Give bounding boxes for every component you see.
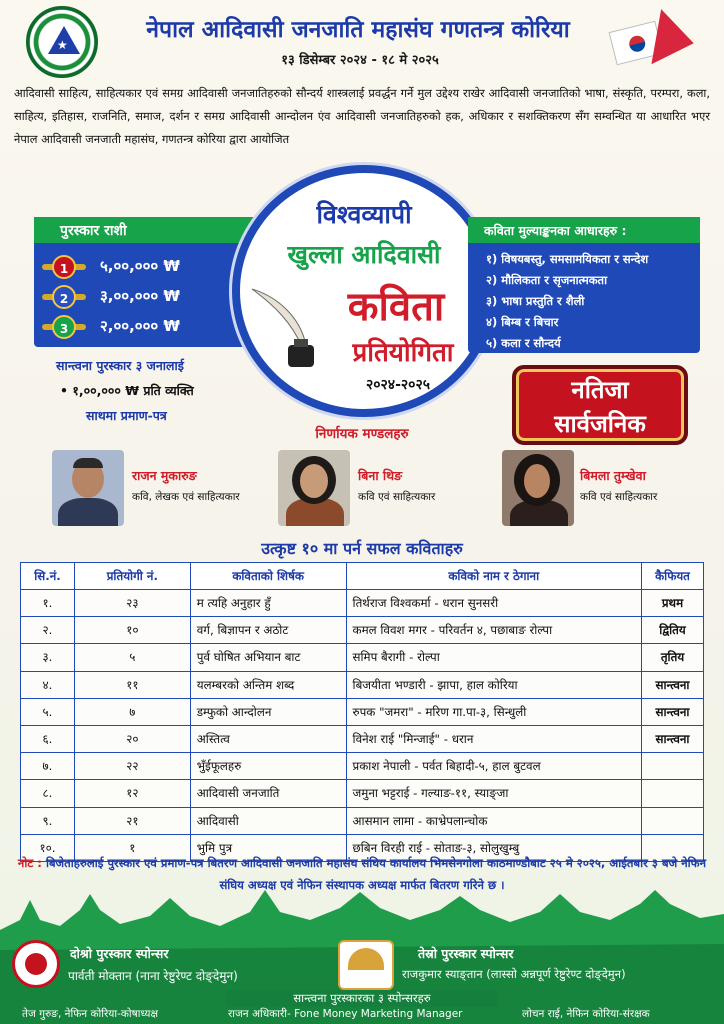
table-cell: तिर्थराज विश्वकर्मा - धरान सुनसरी	[346, 590, 641, 617]
table-cell: छबिन विरही राई - सोताङ-३, सोलुखुम्बु	[346, 834, 641, 861]
table-cell: प्रकाश नेपाली - पर्वत बिहादी-५, हाल बुटवल	[346, 753, 641, 780]
table-cell: भुमि पुत्र	[190, 834, 346, 861]
consolation-sponsor-name: राजन अधिकारी- Fone Money Marketing Manager	[228, 1008, 463, 1020]
col-header: कविको नाम र ठेगाना	[346, 563, 641, 590]
medal-second-icon: 2	[52, 285, 76, 309]
event-dates: १३ डिसेम्बर २०२४ - १८ मे २०२५	[281, 53, 439, 68]
prize-amount: २,००,००० ₩	[100, 317, 180, 335]
table-row	[21, 644, 704, 671]
emblem-years: २०२४-२०२५	[365, 377, 431, 393]
col-header: प्रतियोगी नं.	[74, 563, 190, 590]
third-sponsor-logo	[338, 940, 394, 990]
second-sponsor-name: पार्वती मोक्तान (नाना रेष्टुरेण्ट दोङ्देमुन)	[68, 969, 238, 983]
consolation-sponsors-title: सान्त्वना पुरस्कारका ३ स्पोन्सरहरु	[226, 990, 498, 1007]
emblem-line-4: प्रतियोगिता	[352, 338, 454, 368]
table-row	[21, 590, 704, 617]
table-cell	[642, 807, 704, 834]
judge-name: बिमला तुम्खेवा	[580, 468, 646, 483]
prize-title: पुरस्कार राशी	[34, 217, 254, 243]
intro-paragraph: आदिवासी साहित्य, साहित्यकार एवं समग्र आदिवासी जनजातिहरुको सौन्दर्य शास्त्रलाई प्रवर्द्धन गर्ने मुल उद्देश्य राखेर आदिवासी जनजातिको भाषा, संस्कृति, परम्परा, कला, साहित्य, इतिहास, राजनिति, समाज, दर्शन र समग्र आदिवासी आन्दोलन एंव आदिवासी जनजातिहरुको हक, अधिकार र सशक्तिकरण सँग सम्वन्धित या आधारित भएर नेपाल आदिवासी जनजाती महासंघ, गणतन्त्र कोरिया द्वारा आयोजित	[14, 86, 711, 146]
table-cell: समिप बैरागी - रोल्पा	[346, 644, 641, 671]
emblem-line-2: खुल्ला आदिवासी	[287, 240, 441, 269]
prize-amount: ५,००,००० ₩	[100, 257, 180, 275]
judge-photo	[502, 450, 574, 526]
medal-first-icon: 1	[52, 255, 76, 279]
consolation-prize: सान्त्वना पुरस्कार ३ जनालाई	[56, 358, 184, 373]
table-cell: कमल विवश मगर - परिवर्तन ४, पछाबाङ रोल्पा	[346, 617, 641, 644]
table-cell: ३.	[21, 644, 75, 671]
result-published-badge	[512, 365, 688, 445]
emblem-line-1: विश्वव्यापी	[316, 200, 412, 229]
table-cell: ६.	[21, 725, 75, 752]
table-cell: पुर्व घोषित अभियान बाट	[190, 644, 346, 671]
consolation-amount: • १,००,००० ₩ प्रति व्यक्ति	[60, 383, 194, 398]
table-cell	[642, 780, 704, 807]
table-cell: ७.	[21, 753, 75, 780]
table-cell: १	[74, 834, 190, 861]
emblem-line-3: कविता	[347, 284, 445, 330]
table-header-row	[21, 563, 704, 590]
table-cell: २१	[74, 807, 190, 834]
criteria-box	[468, 217, 700, 353]
col-header: सि.नं.	[21, 563, 75, 590]
table-cell: २२	[74, 753, 190, 780]
third-sponsor-name: राजकुमार स्याङ्तान (लास्सो अन्नपूर्ण रेष्टुरेण्ट दोङ्देमुन)	[402, 967, 626, 981]
prize-box	[34, 217, 254, 347]
table-row	[21, 753, 704, 780]
prize-row-first	[52, 253, 252, 279]
badge-line-1: नतिजा	[571, 376, 629, 404]
table-cell	[642, 753, 704, 780]
col-header: कविताको शिर्षक	[190, 563, 346, 590]
note-label: नोट :	[17, 856, 42, 870]
prize-row-second	[52, 283, 252, 309]
table-cell: ११	[74, 671, 190, 698]
organization-logo	[26, 6, 98, 78]
table-cell: आसमान लामा - काभ्रेपलान्चोक	[346, 807, 641, 834]
table-cell: डम्फुको आन्दोलन	[190, 698, 346, 725]
table-cell: आदिवासी	[190, 807, 346, 834]
criteria-title: कविता मुल्याङ्कनका आधारहरु :	[468, 217, 700, 243]
table-cell: प्रथम	[642, 590, 704, 617]
table-cell: १०	[74, 617, 190, 644]
table-cell: बिजयीता भण्डारी - झापा, हाल कोरिया	[346, 671, 641, 698]
table-cell: २०	[74, 725, 190, 752]
col-header: कैफियत	[642, 563, 704, 590]
table-row	[21, 807, 704, 834]
third-sponsor-title: तेस्रो पुरस्कार स्पोन्सर	[418, 946, 514, 961]
results-table-title: उत्कृष्ट १० मा पर्न सफल कविताहरु	[261, 539, 463, 558]
table-cell: जमुना भट्टराई - गल्याङ-११, स्याङ्जा	[346, 780, 641, 807]
judge-role: कवि, लेखक एवं साहित्यकार	[132, 491, 240, 503]
table-cell: १२	[74, 780, 190, 807]
criteria-item: ४) बिम्ब र बिचार	[486, 315, 559, 329]
second-sponsor-logo	[12, 940, 60, 988]
table-cell: सान्त्वना	[642, 698, 704, 725]
table-cell: वर्ग, बिज्ञापन र अठोट	[190, 617, 346, 644]
prize-row-third	[52, 313, 252, 339]
table-row	[21, 671, 704, 698]
note-text: बिजेताहरुलाई पुरस्कार एवं प्रमाण-पत्र बितरण आदिवासी जनजाति महासंघ संघिय कार्यालय भिमसेनगोला काठमाण्डौबाट २५ मे २०२५, आईतबार ३ बजे नेफिन संघिय अध्यक्ष एवं नेफिन संस्थापक अध्यक्ष मार्फत बितरण गरिने छ ।	[45, 856, 707, 892]
table-cell: ७	[74, 698, 190, 725]
table-cell: ५.	[21, 698, 75, 725]
table-cell: ८.	[21, 780, 75, 807]
table-cell: भुँईफूलहरु	[190, 753, 346, 780]
results-table	[20, 562, 704, 862]
table-cell: सान्त्वना	[642, 671, 704, 698]
star-icon: ★	[57, 38, 68, 52]
judge-role: कवि एवं साहित्यकार	[358, 491, 436, 503]
judge-photo	[52, 450, 124, 526]
criteria-item: ५) कला र सौन्दर्य	[486, 336, 561, 350]
medal-third-icon: 3	[52, 315, 76, 339]
second-sponsor-title: दोश्रो पुरस्कार स्पोन्सर	[70, 946, 169, 961]
table-cell: रुपक "जमरा" - मरिण गा.पा-३, सिन्धुली	[346, 698, 641, 725]
criteria-item: २) मौलिकता र सृजनात्मकता	[486, 273, 608, 287]
criteria-item: १) विषयबस्तु, समसामयिकता र सन्देश	[486, 252, 649, 266]
table-cell: यलम्बरको अन्तिम शब्द	[190, 671, 346, 698]
badge-line-2: सार्वजनिक	[554, 410, 646, 438]
table-row	[21, 780, 704, 807]
competition-emblem	[232, 165, 496, 417]
consolation-sponsor-name: तेज गुरुङ, नेफिन कोरिया-कोषाध्यक्ष	[22, 1008, 159, 1020]
table-cell: १०.	[21, 834, 75, 861]
judge-role: कवि एवं साहित्यकार	[580, 491, 658, 503]
table-cell: तृतिय	[642, 644, 704, 671]
consolation-sponsor-name: लोचन राई, नेफिन कोरिया-संरक्षक	[522, 1008, 650, 1020]
table-cell: ९.	[21, 807, 75, 834]
table-cell: म त्यहि अनुहार हुँ	[190, 590, 346, 617]
certificate-text: साथमा प्रमाण-पत्र	[86, 408, 167, 423]
table-cell: २.	[21, 617, 75, 644]
table-cell: ५	[74, 644, 190, 671]
judges-title: निर्णायक मण्डलहरु	[315, 426, 409, 442]
judge-photo	[278, 450, 350, 526]
table-row	[21, 725, 704, 752]
table-cell: विनेश राई "मिन्जाई" - धरान	[346, 725, 641, 752]
table-cell: आदिवासी जनजाति	[190, 780, 346, 807]
table-cell: २३	[74, 590, 190, 617]
table-cell: ४.	[21, 671, 75, 698]
table-row	[21, 617, 704, 644]
judge-name: बिना थिङ	[358, 468, 403, 483]
table-row	[21, 698, 704, 725]
judge-name: राजन मुकारुङ	[132, 468, 197, 483]
table-cell: सान्त्वना	[642, 725, 704, 752]
table-cell: अस्तित्व	[190, 725, 346, 752]
table-cell: द्वितिय	[642, 617, 704, 644]
organization-title: नेपाल आदिवासी जनजाति महासंघ गणतन्त्र कोरिया	[146, 17, 570, 43]
flags-emblem	[606, 8, 702, 80]
criteria-item: ३) भाषा प्रस्तुति र शैली	[486, 294, 585, 308]
nepal-flag-icon	[651, 9, 698, 71]
prize-amount: ३,००,००० ₩	[100, 287, 180, 305]
table-cell: १.	[21, 590, 75, 617]
